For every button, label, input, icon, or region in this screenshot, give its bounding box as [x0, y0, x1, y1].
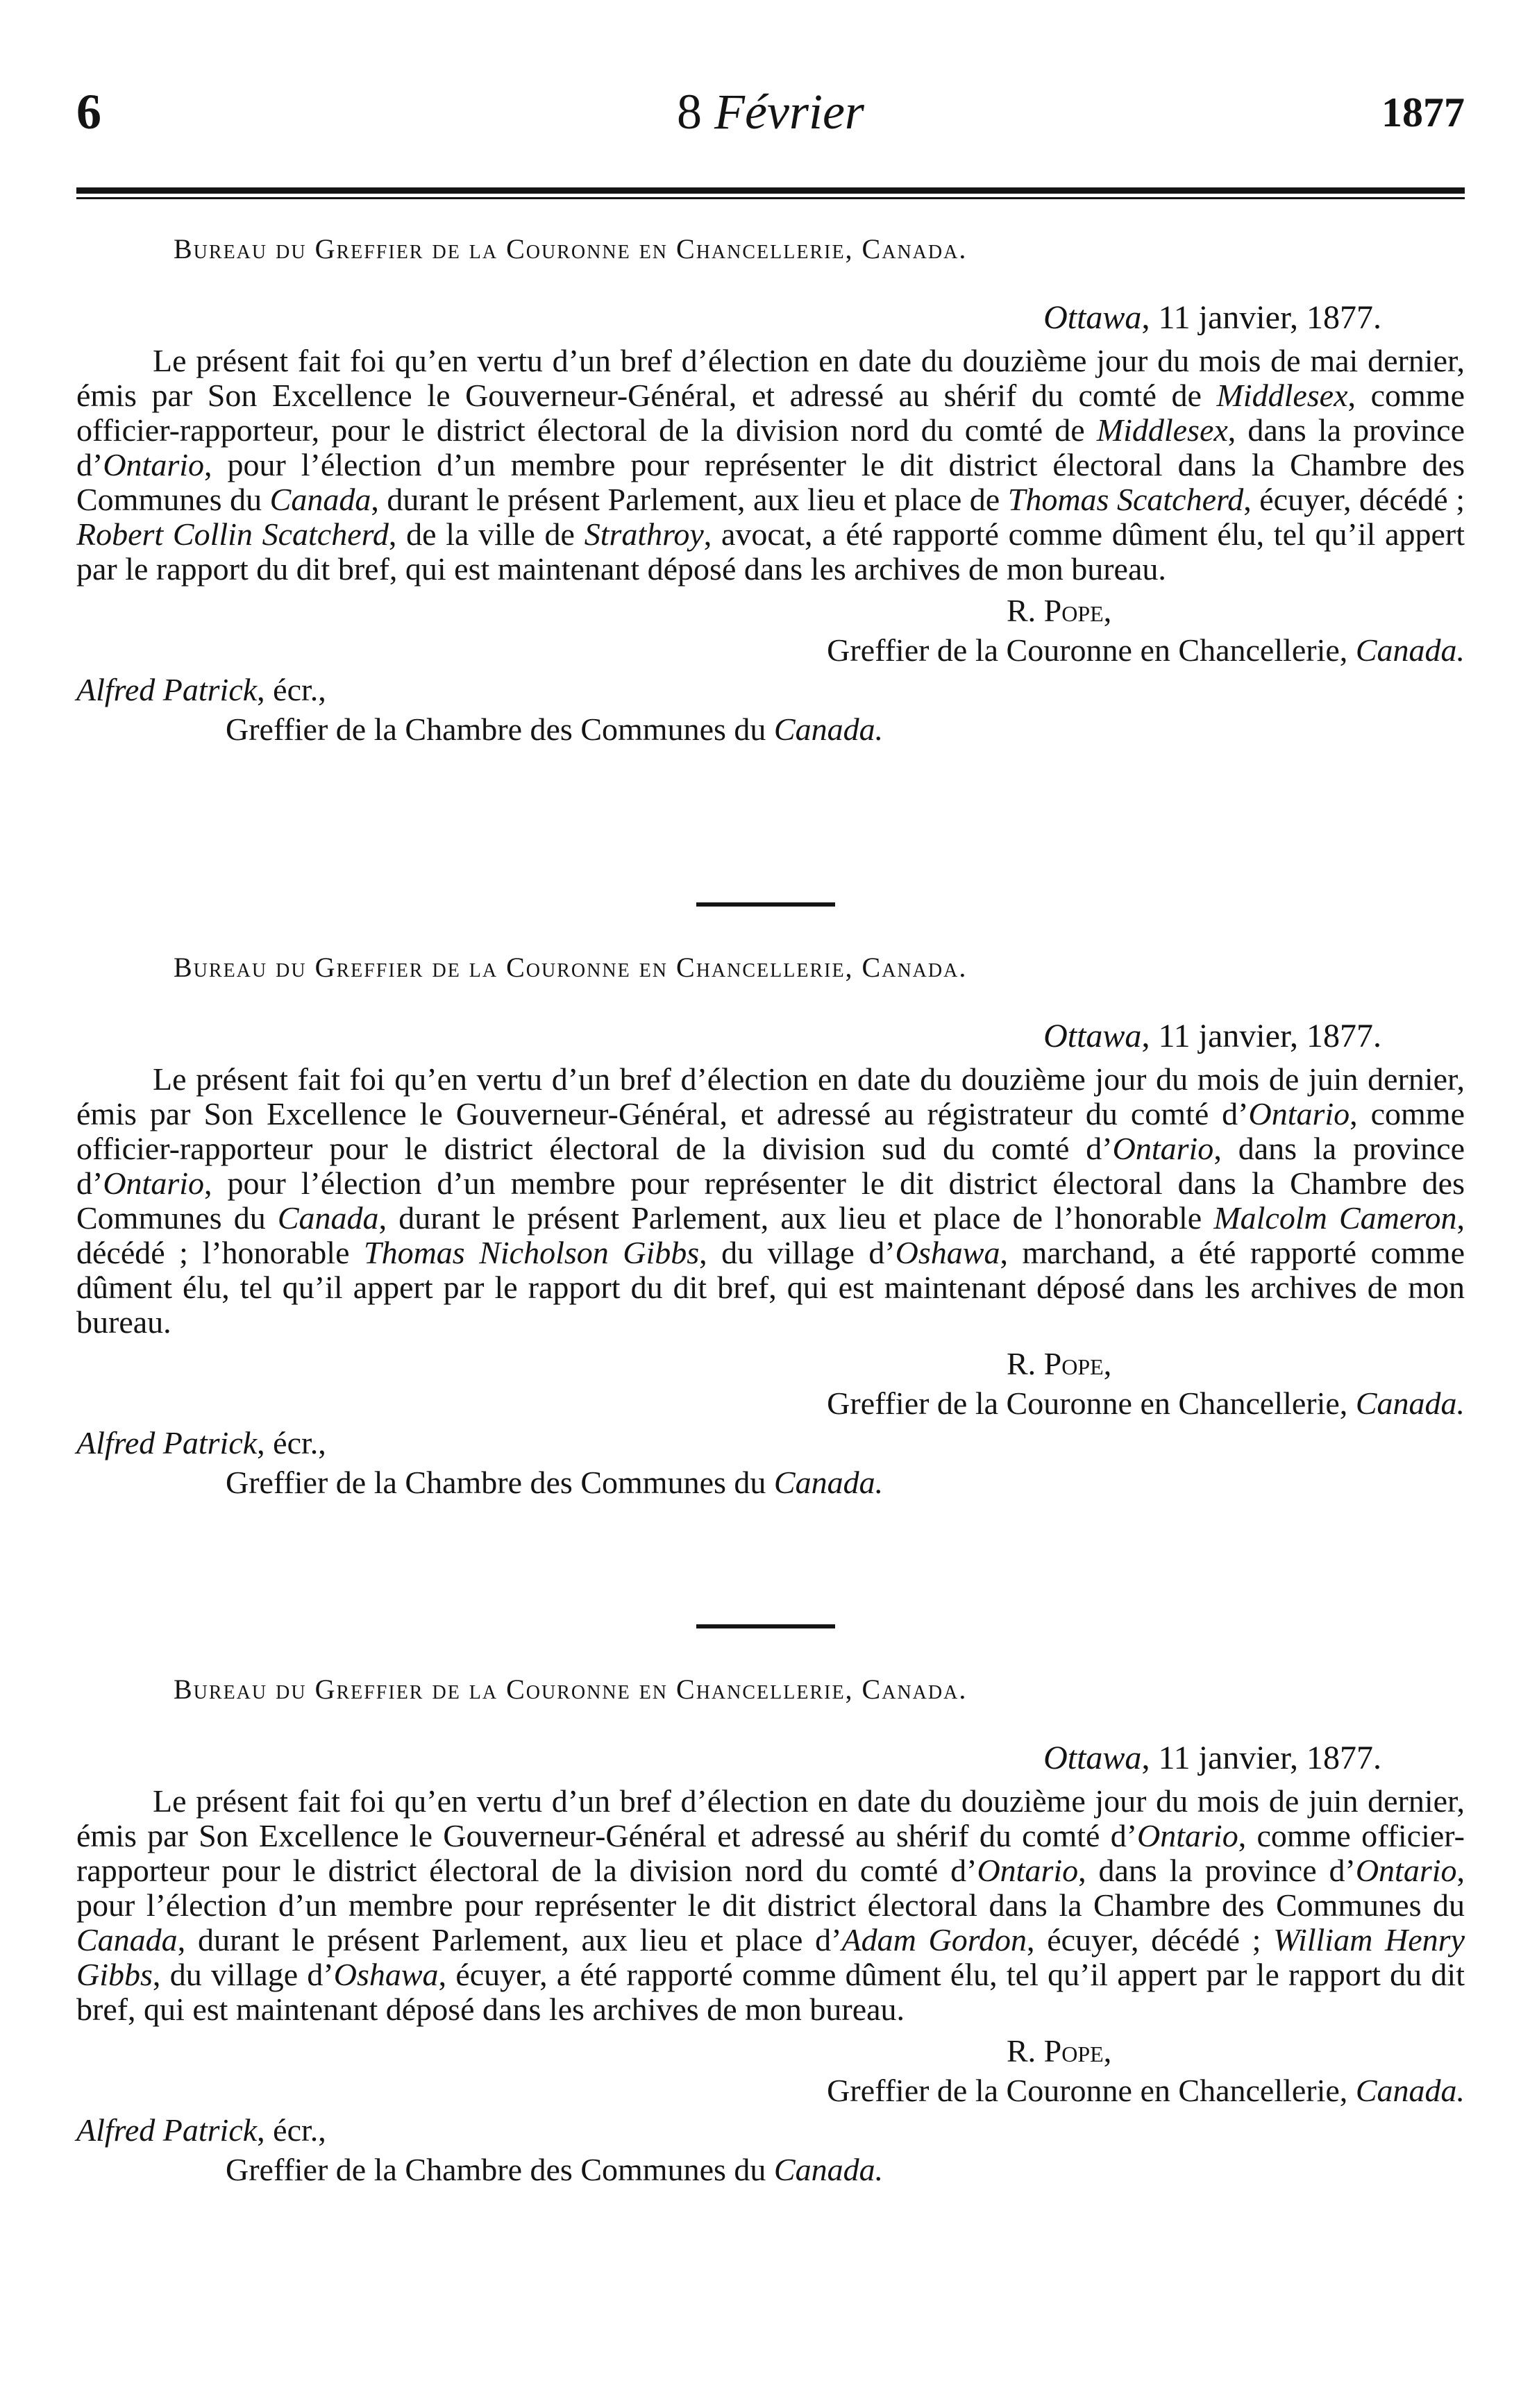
page-header [76, 83, 1465, 146]
body-italic-text: Adam Gordon [841, 1922, 1027, 1957]
body-text: , dans la province d’ [1078, 1853, 1356, 1888]
body-text: , pour l’élection d’un membre pour représenter le dit district électoral dans la Chambre des Communes du [76, 1165, 1465, 1236]
section-title: Bureau du Greffier de la Couronne en Chancellerie, Canada. [174, 952, 968, 983]
dateline-place: Ottawa [1043, 1018, 1142, 1054]
recipient-suffix: , écr., [257, 2112, 326, 2148]
body-italic-text: Ontario [103, 1165, 205, 1201]
body-text: , durant le présent Parlement, aux lieu et place d’ [177, 1922, 842, 1957]
body-italic-text: Ontario [1248, 1096, 1350, 1131]
recipient-suffix: , écr., [257, 1425, 326, 1460]
recipient-title-text: Greffier de la Chambre des Communes du [226, 1465, 774, 1500]
body-text: , dans la province d’ [76, 412, 1465, 482]
body-italic-text: Ontario [1112, 1131, 1214, 1166]
notice-section [76, 951, 1465, 1501]
signer-title-country: Canada. [1355, 1386, 1465, 1421]
recipient-title-text: Greffier de la Chambre des Communes du [226, 2152, 774, 2187]
notice-section [76, 233, 1465, 748]
signer-title [76, 1385, 1465, 1422]
notice-body [76, 1062, 1465, 1340]
body-italic-text: Canada [76, 1922, 178, 1957]
recipient-name-text: Alfred Patrick [76, 1425, 258, 1460]
body-italic-text: Robert Collin Scatcherd [76, 516, 389, 552]
signer-title [76, 2072, 1465, 2109]
body-text: , comme officier-rapporteur, pour le district électoral de la division nord du comté de [76, 378, 1465, 448]
recipient-title [76, 1464, 1465, 1501]
body-text: Le présent fait foi qu’en vertu d’un bref d’élection en date du douzième jour du mois de mai dernier, émis par Son Excellence le Gouverneur-Général, et adressé au shérif du comté de [76, 343, 1465, 413]
section-title: Bureau du Greffier de la Couronne en Chancellerie, Canada. [174, 1674, 968, 1705]
section-divider [696, 902, 835, 907]
body-text: , écuyer, décédé ; [1026, 1922, 1274, 1957]
page-date-month: Février [714, 84, 864, 140]
body-text: , pour l’élection d’un membre pour représenter le dit district électoral dans la Chambre des Communes du [76, 1853, 1465, 1923]
page-date [76, 83, 1465, 141]
body-italic-text: Middlesex [1096, 412, 1228, 448]
signer-title-country: Canada. [1355, 632, 1465, 668]
recipient-title-country: Canada. [773, 1465, 884, 1500]
recipient-name-text: Alfred Patrick [76, 2112, 258, 2148]
signer-name: R. Pope, [1007, 2033, 1112, 2069]
body-text: , dans la province d’ [76, 1131, 1465, 1201]
body-italic-text: Oshawa [333, 1957, 439, 1992]
body-italic-text: Middlesex [1216, 378, 1348, 413]
body-italic-text: Thomas Nicholson Gibbs [363, 1235, 700, 1270]
header-rule-thin [76, 197, 1465, 199]
signer-title-text: Greffier de la Couronne en Chancellerie, [827, 1386, 1356, 1421]
recipient-suffix: , écr., [257, 672, 326, 707]
body-text: , durant le présent Parlement, aux lieu et place de l’honorable [378, 1200, 1214, 1236]
body-italic-text: William Henry Gibbs [76, 1922, 1465, 1992]
body-italic-text: Thomas Scatcherd [1007, 482, 1244, 517]
recipient-title-country: Canada. [773, 712, 884, 747]
recipient-title [76, 711, 1465, 748]
body-italic-text: Malcolm Cameron [1213, 1200, 1457, 1236]
body-text: , comme officier-rapporteur pour le district électoral de la division nord du comté d’ [76, 1818, 1465, 1888]
recipient-name-text: Alfred Patrick [76, 672, 258, 707]
dateline-date: , 11 janvier, 1877. [1141, 299, 1381, 336]
body-text: , comme officier-rapporteur pour le district électoral de la division sud du comté d’ [76, 1096, 1465, 1166]
dateline [76, 1739, 1465, 1777]
dateline-place: Ottawa [1043, 299, 1142, 336]
body-italic-text: Ontario [1355, 1853, 1457, 1888]
body-italic-text: Oshawa [895, 1235, 1000, 1270]
notice-body [76, 1784, 1465, 2027]
dateline-place: Ottawa [1043, 1740, 1142, 1776]
body-italic-text: Strathroy [584, 516, 704, 552]
notice-section [76, 1673, 1465, 2188]
body-text: , avocat, a été rapporté comme dûment élu, tel qu’il appert par le rapport du dit bref, qui est maintenant déposé dans les archives de mon bureau. [76, 516, 1465, 587]
signer-title [76, 632, 1465, 668]
body-text: , décédé ; l’honorable [76, 1200, 1465, 1270]
section-divider [696, 1624, 835, 1628]
page-year: 1877 [1381, 90, 1465, 135]
signer-name: R. Pope, [1007, 593, 1112, 628]
signer-title-text: Greffier de la Couronne en Chancellerie, [827, 632, 1356, 668]
body-text: , écuyer, a été rapporté comme dûment élu, tel qu’il appert par le rapport du dit bref, qui est maintenant déposé dans les archives de mon bureau. [76, 1957, 1465, 2027]
body-text: , de la ville de [388, 516, 585, 552]
signer-title-country: Canada. [1355, 2073, 1465, 2108]
body-text: Le présent fait foi qu’en vertu d’un bref d’élection en date du douzième jour du mois de juin dernier, émis par Son Excellence le Gouverneur-Général et adressé au shérif du comté d’ [76, 1783, 1465, 1853]
body-italic-text: Canada [277, 1200, 379, 1236]
recipient-name [76, 1424, 1465, 1461]
body-italic-text: Ontario [103, 447, 205, 482]
signer-title-text: Greffier de la Couronne en Chancellerie, [827, 2073, 1356, 2108]
body-italic-text: Canada [269, 482, 371, 517]
body-italic-text: Ontario [977, 1853, 1079, 1888]
page-date-day: 8 [677, 84, 715, 140]
section-title: Bureau du Greffier de la Couronne en Chancellerie, Canada. [174, 233, 968, 264]
body-text: , du village d’ [699, 1235, 896, 1270]
signer-name: R. Pope, [1007, 1346, 1112, 1381]
page-number: 6 [76, 84, 101, 140]
notice-body [76, 344, 1465, 587]
recipient-name [76, 2112, 1465, 2148]
dateline-date: , 11 janvier, 1877. [1141, 1740, 1381, 1776]
body-text: , du village d’ [152, 1957, 334, 1992]
recipient-name [76, 671, 1465, 708]
dateline-date: , 11 janvier, 1877. [1141, 1018, 1381, 1054]
dateline [76, 298, 1465, 337]
body-text: , pour l’élection d’un membre pour représenter le dit district électoral dans la Chambre des Communes du [76, 447, 1465, 517]
body-italic-text: Ontario [1137, 1818, 1238, 1853]
body-text: Le présent fait foi qu’en vertu d’un bref d’élection en date du douzième jour du mois de juin dernier, émis par Son Excellence le Gouverneur-Général, et adressé au régistrateur du comté d’ [76, 1061, 1465, 1131]
body-text: , marchand, a été rapporté comme dûment élu, tel qu’il appert par le rapport du dit bref, qui est maintenant déposé dans les archives de mon bureau. [76, 1235, 1465, 1340]
recipient-title [76, 2151, 1465, 2188]
header-rule [76, 187, 1465, 194]
recipient-title-text: Greffier de la Chambre des Communes du [226, 712, 774, 747]
recipient-title-country: Canada. [773, 2152, 884, 2187]
dateline [76, 1017, 1465, 1055]
body-text: , écuyer, décédé ; [1243, 482, 1465, 517]
body-text: , durant le présent Parlement, aux lieu et place de [371, 482, 1008, 517]
